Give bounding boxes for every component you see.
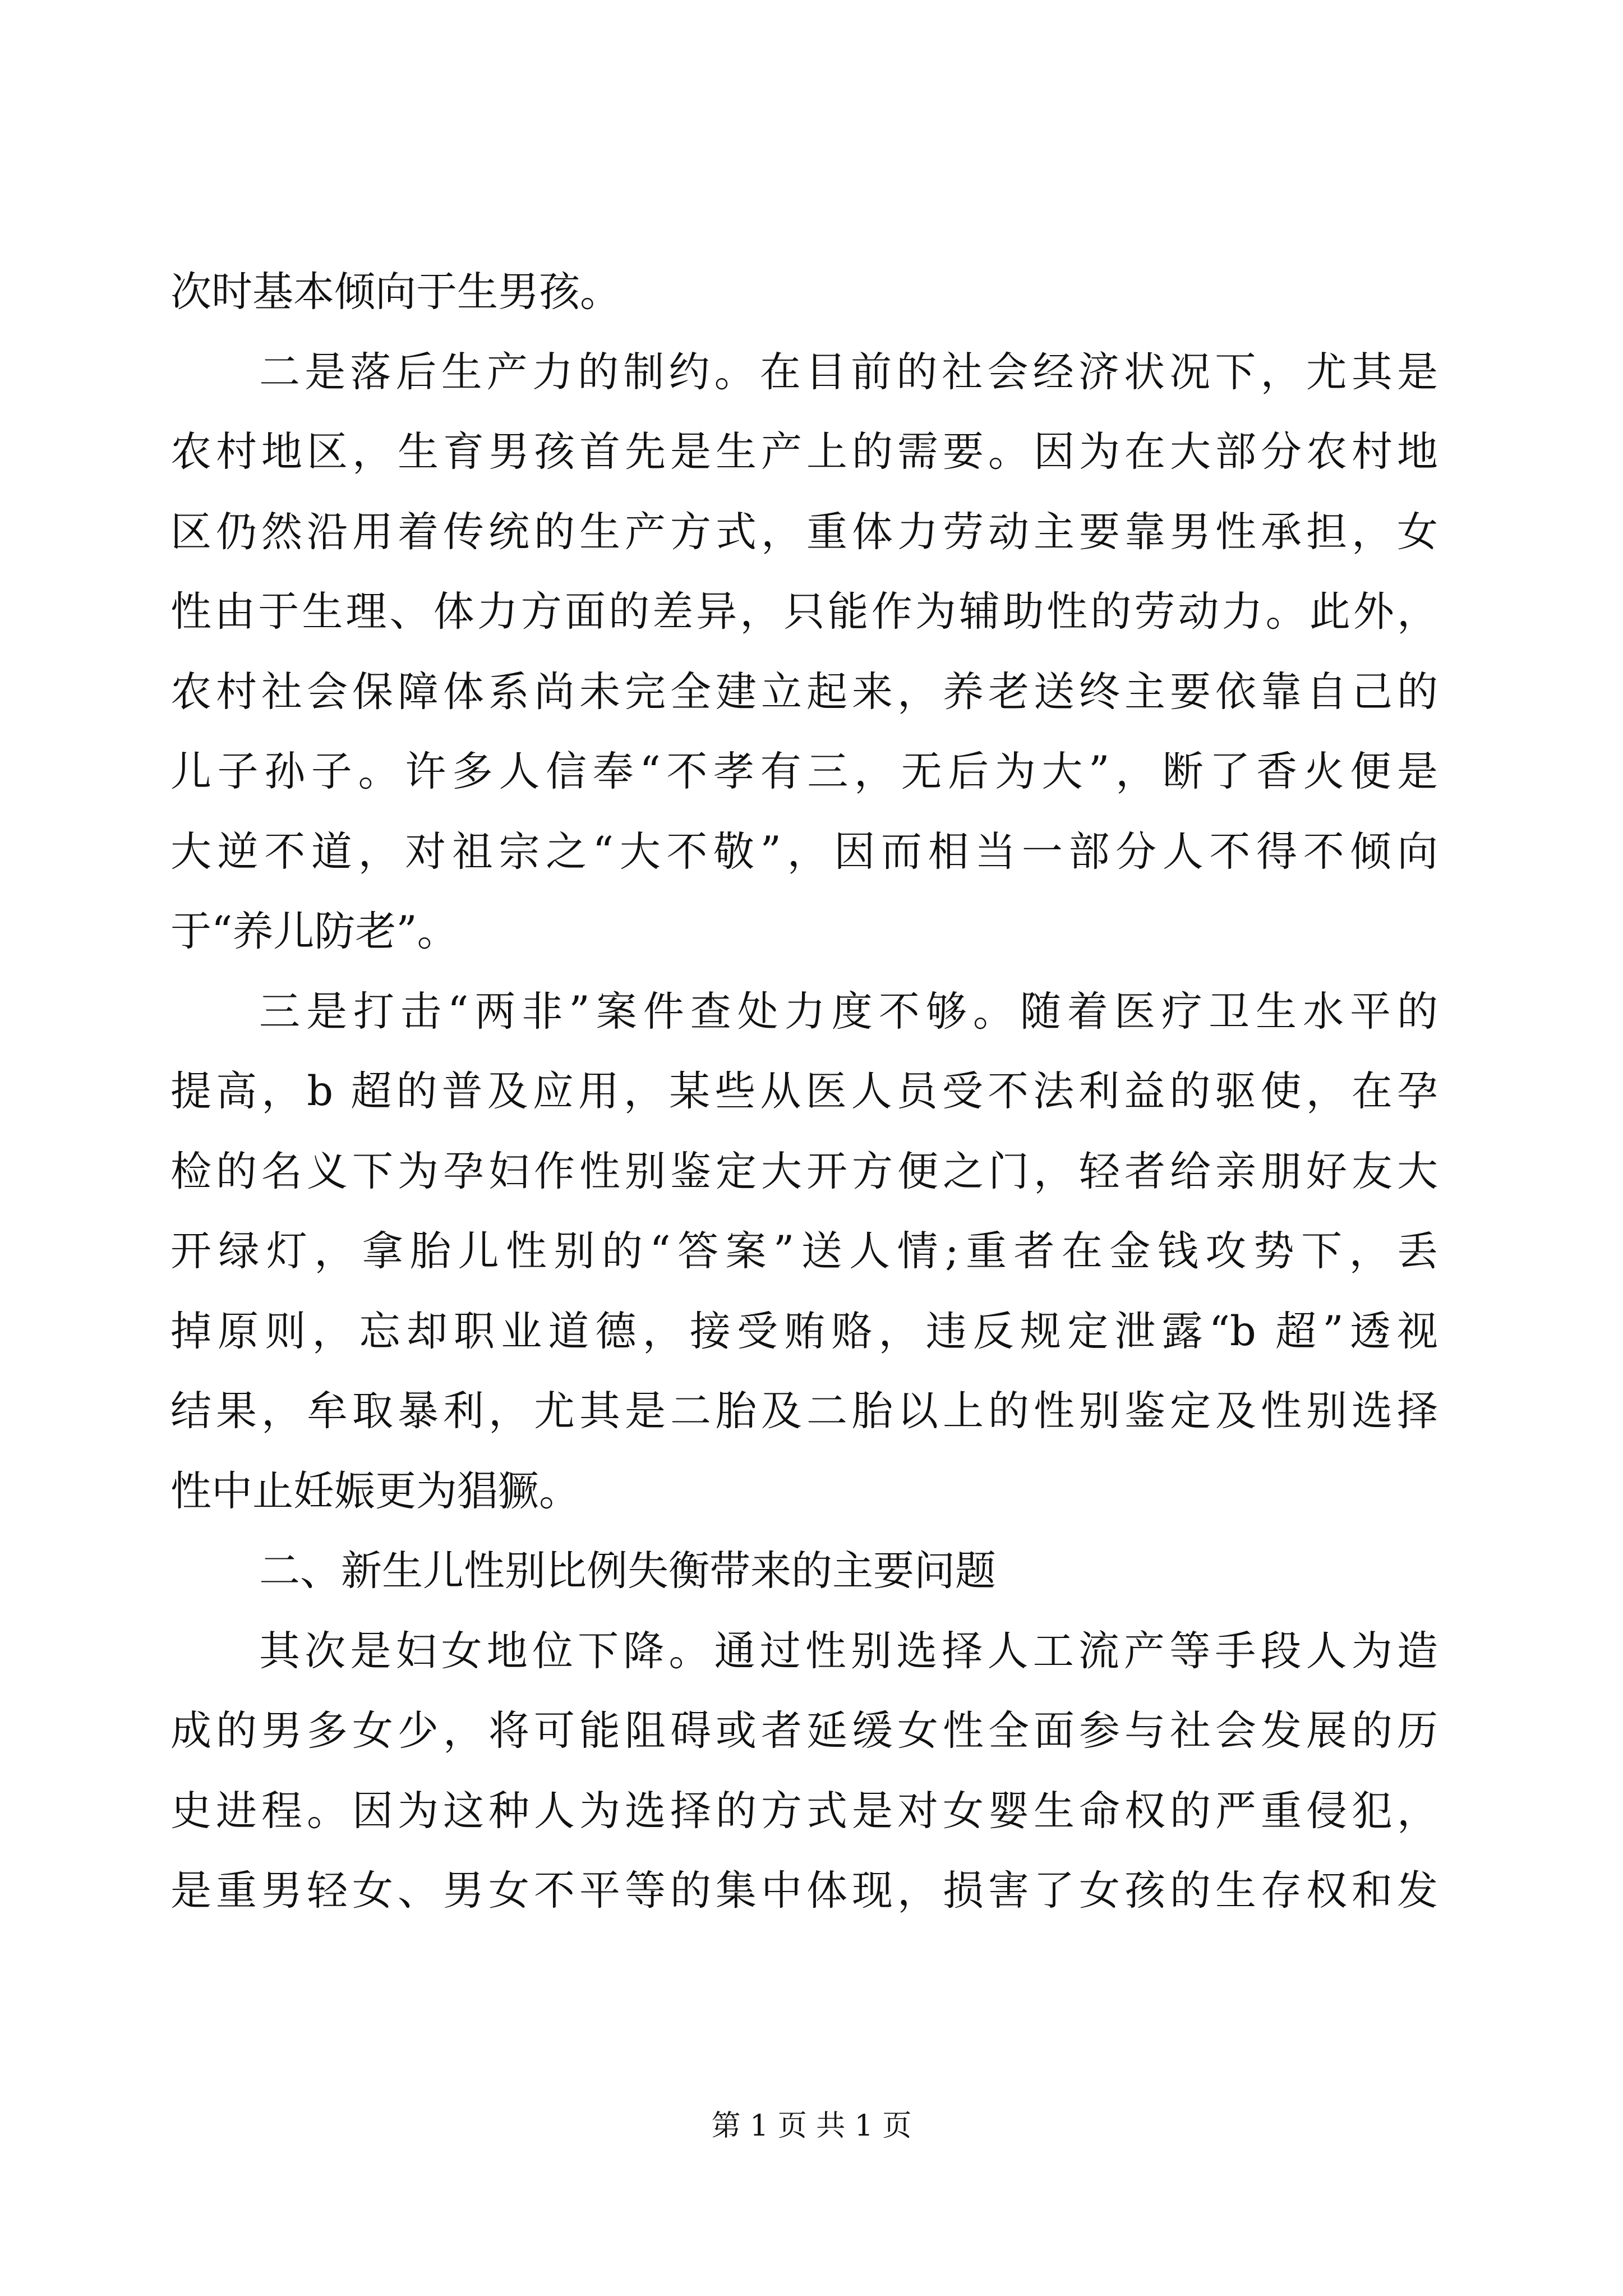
text-line: 结果，牟取暴利，尤其是二胎及二胎以上的性别鉴定及性别选择 [170, 1387, 1438, 1435]
text-line: 三是打击“两非”案件查处力度不够。随着医疗卫生水平的 [259, 987, 1438, 1036]
text-line: 开绿灯，拿胎儿性别的“答案”送人情;重者在金钱攻势下，丢 [170, 1227, 1438, 1275]
text-line: 史进程。因为这种人为选择的方式是对女婴生命权的严重侵犯， [170, 1787, 1438, 1835]
text-line: 儿子孙子。许多人信奉“不孝有三，无后为大”，断了香火便是 [170, 748, 1438, 795]
text-line: 次时基本倾向于生男孩。 [170, 268, 621, 316]
text-line: 二是落后生产力的制约。在目前的社会经济状况下，尤其是 [259, 348, 1438, 396]
text-line: 是重男轻女、男女不平等的集中体现，损害了女孩的生存权和发 [170, 1867, 1438, 1915]
section-heading: 二、新生儿性别比例失衡带来的主要问题 [259, 1547, 996, 1595]
text-line: 农村地区，生育男孩首先是生产上的需要。因为在大部分农村地 [170, 428, 1438, 476]
document-body [170, 252, 1438, 1931]
text-line: 农村社会保障体系尚未完全建立起来，养老送终主要依靠自己的 [170, 668, 1438, 716]
text-line: 成的男多女少，将可能阻碍或者延缓女性全面参与社会发展的历 [170, 1707, 1438, 1755]
text-line: 于“养儿防老”。 [170, 908, 458, 955]
text-line: 提高，b 超的普及应用，某些从医人员受不法利益的驱使，在孕 [170, 1068, 1438, 1115]
text-line: 性中止妊娠更为猖獗。 [170, 1467, 580, 1515]
page-footer: 第 1 页 共 1 页 [711, 2109, 912, 2143]
text-line: 性由于生理、体力方面的差异，只能作为辅助性的劳动力。此外， [170, 588, 1438, 636]
text-line: 区仍然沿用着传统的生产方式，重体力劳动主要靠男性承担，女 [170, 508, 1438, 556]
text-line: 掉原则，忘却职业道德，接受贿赂，违反规定泄露“b 超”透视 [170, 1307, 1438, 1355]
text-line: 其次是妇女地位下降。通过性别选择人工流产等手段人为造 [259, 1627, 1438, 1675]
text-line: 大逆不道，对祖宗之“大不敬”，因而相当一部分人不得不倾向 [170, 827, 1438, 876]
text-line: 检的名义下为孕妇作性别鉴定大开方便之门，轻者给亲朋好友大 [170, 1147, 1438, 1195]
